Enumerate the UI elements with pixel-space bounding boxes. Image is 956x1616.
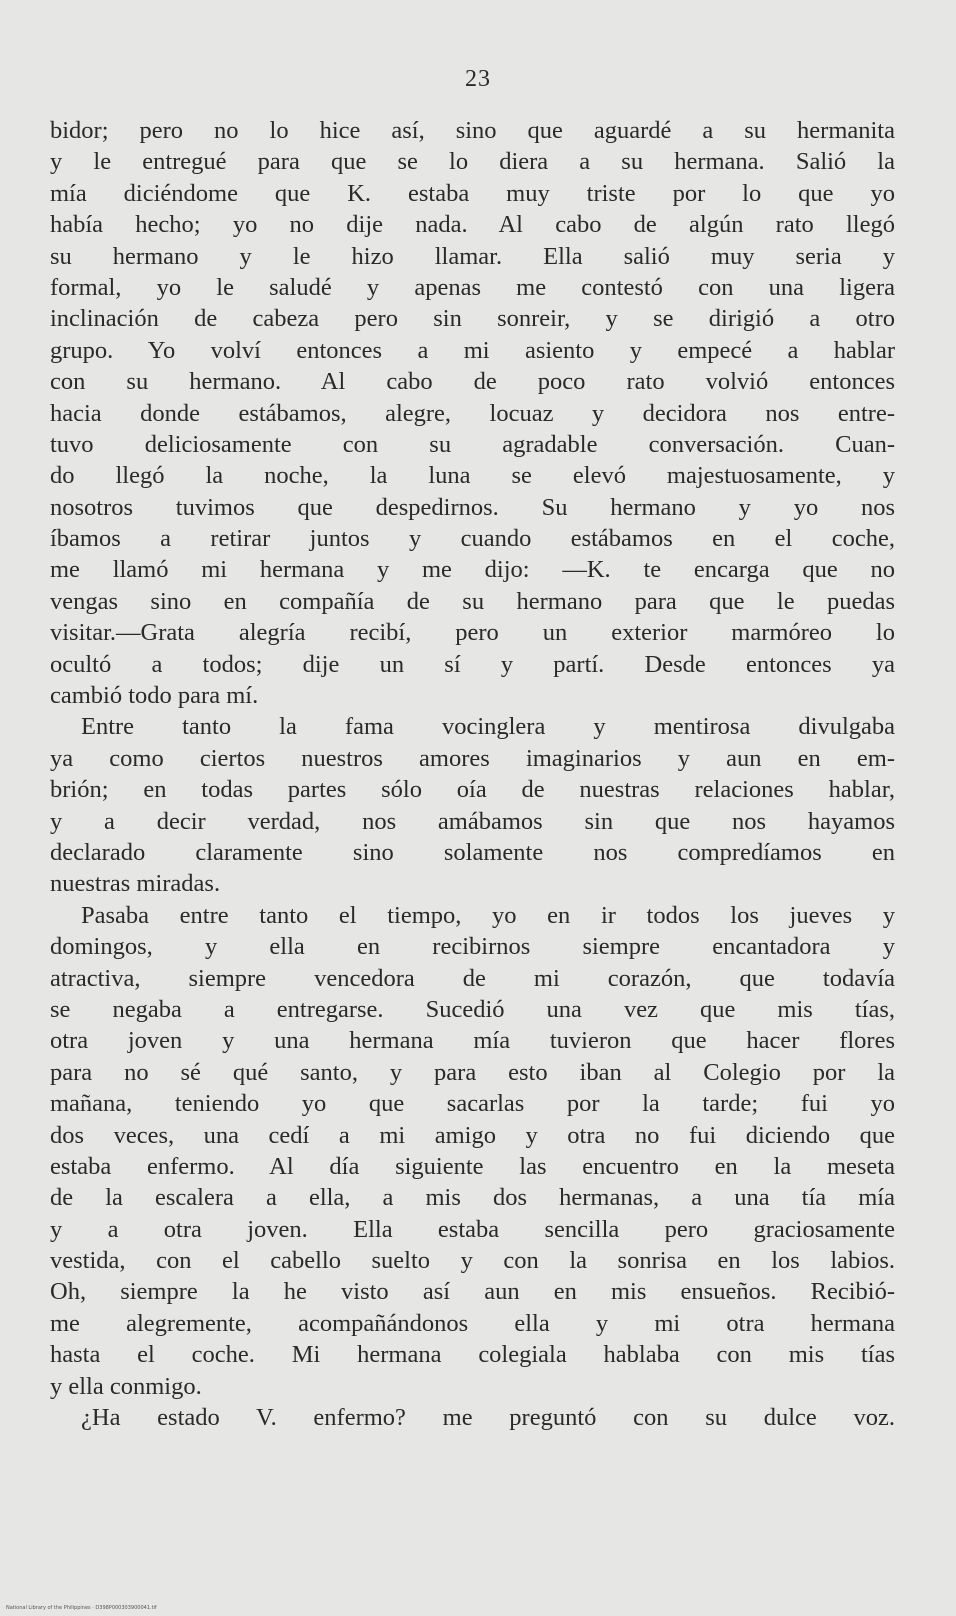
text-line: había hecho; yo no dije nada. Al cabo de algún rato llegó — [50, 211, 895, 239]
text-line: y a decir verdad, nos amábamos sin que nos hayamos — [50, 807, 895, 835]
text-line: ¿Ha estado V. enfermo? me preguntó con su dulce voz. — [81, 1404, 895, 1432]
text-line: nosotros tuvimos que despedirnos. Su hermano y yo nos — [50, 493, 895, 521]
text-line: hacia donde estábamos, alegre, locuaz y decidora nos entre- — [50, 399, 895, 427]
text-line: bidor; pero no lo hice así, sino que aguardé a su hermanita — [50, 117, 895, 144]
text-line: se negaba a entregarse. Sucedió una vez que mis tías, — [50, 995, 895, 1023]
text-line: hasta el coche. Mi hermana colegiala hablaba con mis tías — [50, 1341, 895, 1369]
text-line: atractiva, siempre vencedora de mi corazón, que todavía — [50, 964, 895, 992]
text-line: nuestras miradas. — [50, 870, 221, 898]
text-line: vestida, con el cabello suelto y con la sonrisa en los labios. — [50, 1247, 895, 1275]
text-line: Pasaba entre tanto el tiempo, yo en ir todos los jueves y — [81, 901, 895, 929]
text-line: mía diciéndome que K. estaba muy triste por lo que yo — [50, 179, 895, 207]
text-line: do llegó la noche, la luna se elevó majestuosamente, y — [50, 462, 895, 490]
text-line: cambió todo para mí. — [50, 682, 259, 710]
text-line: vengas sino en compañía de su hermano para que le puedas — [50, 587, 895, 615]
text-line: otra joven y una hermana mía tuvieron que hacer flores — [50, 1027, 895, 1055]
text-line: y a otra joven. Ella estaba sencilla pero graciosamente — [50, 1215, 895, 1243]
text-line: dos veces, una cedí a mi amigo y otra no fui diciendo que — [50, 1121, 895, 1149]
text-line: y ella conmigo. — [50, 1372, 202, 1400]
text-line: de la escalera a ella, a mis dos hermanas, a una tía mía — [50, 1184, 895, 1212]
text-line: me alegremente, acompañándonos ella y mi otra hermana — [50, 1309, 895, 1337]
text-line: ya como ciertos nuestros amores imaginarios y aun en em- — [50, 744, 895, 772]
body-text — [50, 115, 895, 1433]
text-line: grupo. Yo volví entonces a mi asiento y empecé a hablar — [50, 336, 895, 364]
text-line: íbamos a retirar juntos y cuando estábamos en el coche, — [50, 525, 895, 553]
text-line: ocultó a todos; dije un sí y partí. Desde entonces ya — [50, 650, 895, 678]
text-line: con su hermano. Al cabo de poco rato volvió entonces — [50, 368, 895, 396]
text-line: visitar.—Grata alegría recibí, pero un exterior marmóreo lo — [50, 619, 895, 647]
text-line: Oh, siempre la he visto así aun en mis ensueños. Recibió- — [50, 1278, 895, 1306]
text-line: inclinación de cabeza pero sin sonreir, y se dirigió a otro — [50, 305, 895, 333]
text-line: para no sé qué santo, y para esto iban al Colegio por la — [50, 1058, 895, 1086]
text-line: su hermano y le hizo llamar. Ella salió muy seria y — [50, 242, 895, 270]
page-number: 23 — [465, 66, 491, 92]
text-line: Entre tanto la fama vocinglera y mentirosa divulgaba — [81, 713, 895, 741]
text-line: brión; en todas partes sólo oía de nuestras relaciones hablar, — [50, 776, 895, 804]
text-line: y le entregué para que se lo diera a su hermana. Salió la — [50, 148, 895, 176]
scan-footer: National Library of the Philippines · D398P000303900041.tif — [6, 1605, 157, 1611]
text-line: tuvo deliciosamente con su agradable conversación. Cuan- — [50, 430, 895, 458]
text-line: estaba enfermo. Al día siguiente las encuentro en la meseta — [50, 1152, 895, 1180]
text-line: me llamó mi hermana y me dijo: —K. te encarga que no — [50, 556, 895, 584]
text-line: formal, yo le saludé y apenas me contestó con una ligera — [50, 273, 895, 301]
text-line: declarado claramente sino solamente nos compredíamos en — [50, 838, 895, 866]
text-line: mañana, teniendo yo que sacarlas por la tarde; fui yo — [50, 1090, 895, 1118]
text-line: domingos, y ella en recibirnos siempre encantadora y — [50, 933, 895, 961]
